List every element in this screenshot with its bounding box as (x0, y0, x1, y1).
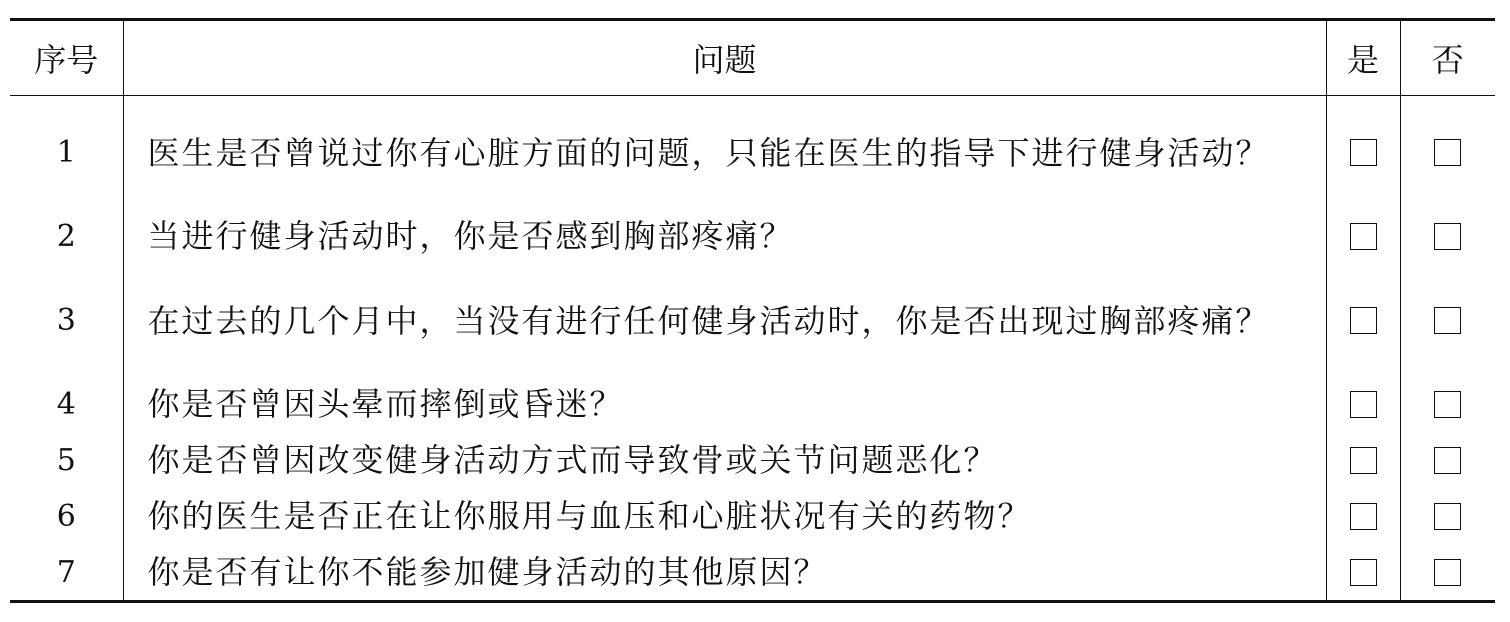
no-checkbox[interactable] (1434, 559, 1461, 586)
no-checkbox[interactable] (1434, 307, 1461, 334)
table-row (10, 96, 1495, 209)
yes-checkbox[interactable] (1350, 223, 1377, 250)
table-row (10, 432, 1495, 488)
no-checkbox[interactable] (1434, 139, 1461, 166)
no-checkbox[interactable] (1434, 391, 1461, 418)
question-text: 医生是否曾说过你有心脏方面的问题，只能在医生的指导下进行健身活动？ (123, 96, 1326, 209)
yes-checkbox[interactable] (1350, 391, 1377, 418)
no-checkbox[interactable] (1434, 503, 1461, 530)
no-checkbox[interactable] (1434, 223, 1461, 250)
header-yes: 是 (1326, 20, 1400, 96)
question-text: 当进行健身活动时，你是否感到胸部疼痛？ (123, 208, 1326, 264)
header-no: 否 (1400, 20, 1495, 96)
row-number: 4 (10, 376, 123, 432)
row-number: 7 (10, 544, 123, 602)
header-row (10, 20, 1495, 96)
header-number: 序号 (10, 20, 123, 96)
question-text: 在过去的几个月中，当没有进行任何健身活动时，你是否出现过胸部疼痛？ (123, 264, 1326, 376)
yes-checkbox[interactable] (1350, 139, 1377, 166)
table-row (10, 376, 1495, 432)
yes-checkbox[interactable] (1350, 447, 1377, 474)
no-checkbox[interactable] (1434, 447, 1461, 474)
row-number: 5 (10, 432, 123, 488)
yes-checkbox[interactable] (1350, 503, 1377, 530)
table-row (10, 208, 1495, 264)
question-text: 你是否曾因头晕而摔倒或昏迷？ (123, 376, 1326, 432)
table-row (10, 264, 1495, 376)
question-text: 你是否曾因改变健身活动方式而导致骨或关节问题恶化？ (123, 432, 1326, 488)
health-questionnaire-table (10, 18, 1495, 603)
header-question: 问题 (123, 20, 1326, 96)
yes-checkbox[interactable] (1350, 559, 1377, 586)
table-row (10, 544, 1495, 602)
question-text: 你是否有让你不能参加健身活动的其他原因？ (123, 544, 1326, 602)
row-number: 2 (10, 208, 123, 264)
yes-checkbox[interactable] (1350, 307, 1377, 334)
row-number: 1 (10, 96, 123, 209)
row-number: 3 (10, 264, 123, 376)
question-text: 你的医生是否正在让你服用与血压和心脏状况有关的药物？ (123, 488, 1326, 544)
row-number: 6 (10, 488, 123, 544)
table-row (10, 488, 1495, 544)
